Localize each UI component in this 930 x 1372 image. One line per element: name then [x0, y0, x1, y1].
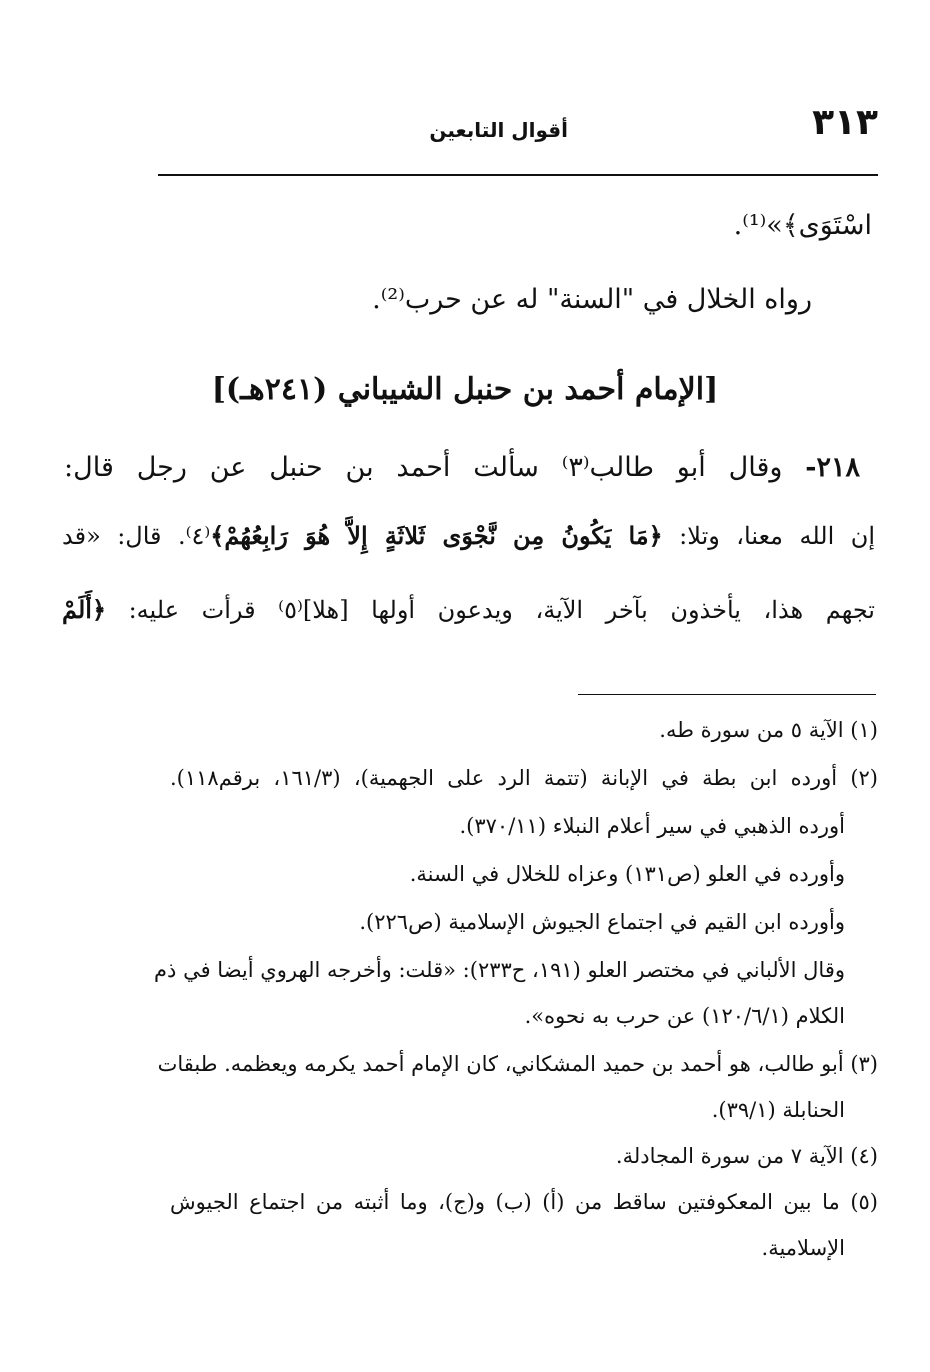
body-line-3-text: وقال أبو طالب⁽٣⁾ سألت أحمد بن حنبل عن رجل قال: [64, 452, 783, 483]
body-line-3 [64, 452, 860, 484]
body-line-2: رواه الخلال في "السنة" له عن حرب⁽²⁾. [372, 284, 812, 315]
footnote-2-line-5: وقال الألباني في مختصر العلو (١٩١، ح٢٣٣): «قلت: وأخرجه الهروي أيضا في ذم [154, 958, 845, 982]
footnote-1: (١) الآية ٥ من سورة طه. [659, 718, 878, 742]
quran-verse-start: ﴿أَلَمْ [62, 595, 107, 624]
footnote-2-line-4: وأورده ابن القيم في اجتماع الجيوش الإسلامية (ص٢٢٦). [359, 910, 845, 934]
footnote-2-line-6: الكلام (١٢٠/٦/١) عن حرب به نحوه». [524, 1004, 845, 1028]
entry-number: ٢١٨- [805, 452, 860, 483]
header-rule [158, 174, 878, 176]
page-number: ٣١٣ [812, 102, 878, 143]
body-line-1: اسْتَوَى﴾»⁽¹⁾. [733, 210, 872, 241]
body-line-4-tail: ⁽٤⁾. قال: «قد [62, 522, 211, 550]
footnote-4: (٤) الآية ٧ من سورة المجادلة. [615, 1144, 878, 1168]
running-title: أقوال التابعين [429, 118, 568, 142]
page-header [158, 102, 878, 162]
footnote-2-line-3: وأورده في العلو (ص١٣١) وعزاه للخلال في السنة. [409, 862, 845, 886]
footnote-2-line-2: أورده الذهبي في سير أعلام النبلاء (٣٧٠/١١). [459, 814, 845, 838]
footnote-3-line-2: الحنابلة (٣٩/١). [711, 1098, 845, 1122]
quran-verse: ﴿مَا يَكُونُ مِن نَّجْوَى ثَلاثَةٍ إِلاَّ هُوَ رَابِعُهُمْ﴾ [210, 521, 663, 550]
footnote-rule [578, 694, 876, 695]
section-title: [الإمام أحمد بن حنبل الشيباني (٢٤١هـ)] [211, 372, 719, 407]
footnote-3: (٣) أبو طالب، هو أحمد بن حميد المشكاني، كان الإمام أحمد يكرمه ويعظمه. طبقات [157, 1052, 878, 1076]
body-line-5 [62, 596, 875, 625]
footnote-5: (٥) ما بين المعكوفتين ساقط من (أ) (ب) و(ج)، وما أثبته من اجتماع الجيوش [170, 1190, 878, 1214]
footnote-5-line-2: الإسلامية. [761, 1236, 845, 1260]
body-line-5-text: تجهم هذا، يأخذون بآخر الآية، ويدعون أولها [هلا]⁽٥⁾ قرأت عليه: [128, 596, 875, 624]
body-line-4-text: إن الله معنا، وتلا: [679, 522, 875, 550]
body-line-4 [62, 522, 875, 551]
footnote-2: (٢) أورده ابن بطة في الإبانة (تتمة الرد على الجهمية)، (١٦١/٣، برقم١١٨). [170, 766, 878, 790]
